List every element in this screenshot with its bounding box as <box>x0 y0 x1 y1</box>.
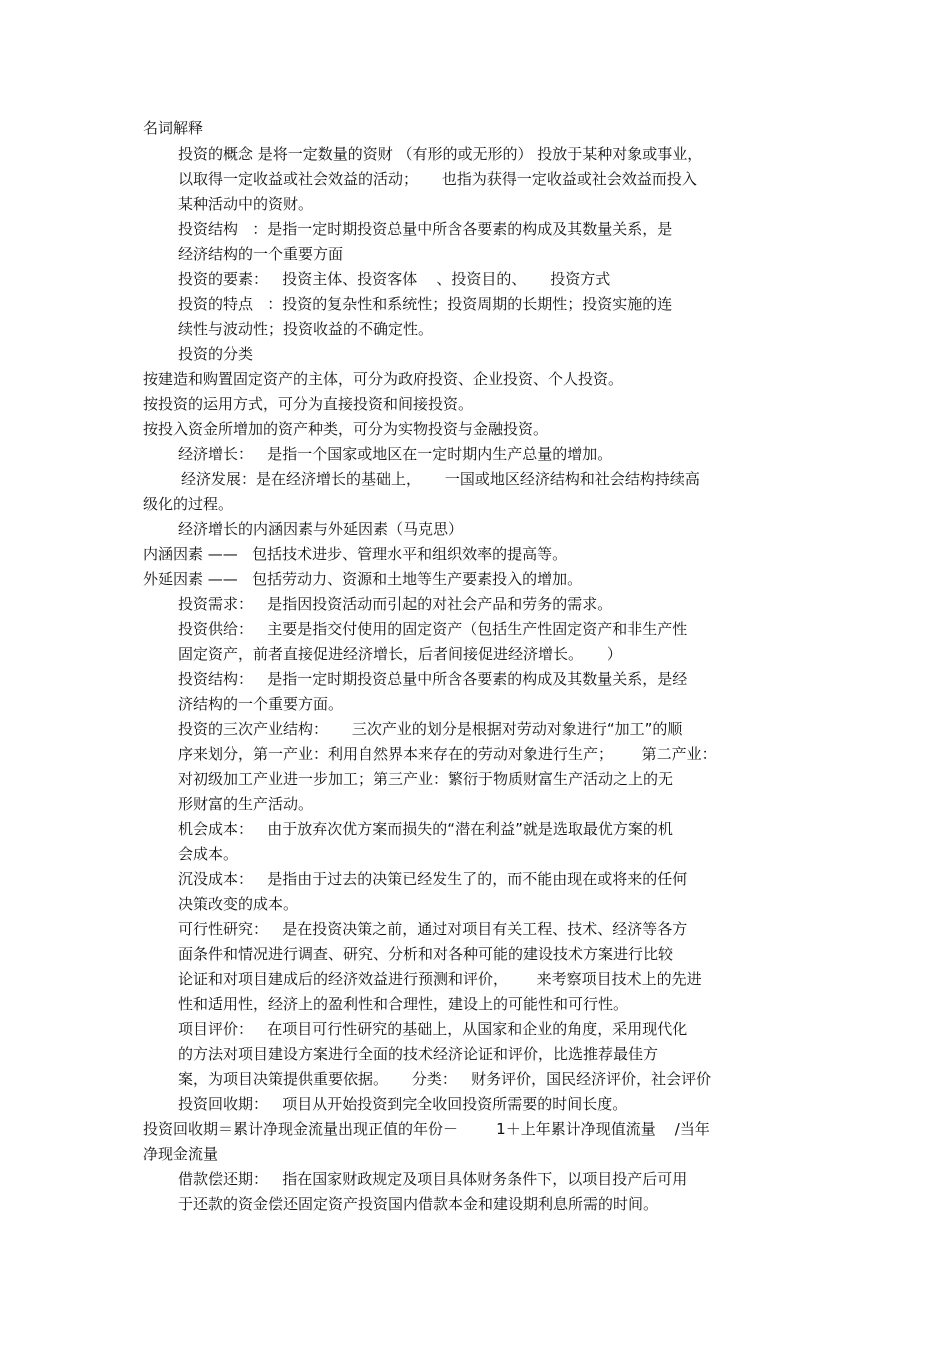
doc-line: 投资回收期： 项目从开始投资到完全收回投资所需要的时间长度。 <box>178 1095 628 1113</box>
doc-line: 经济结构的一个重要方面 <box>178 245 344 263</box>
doc-line: 项目评价： 在项目可行性研究的基础上，从国家和企业的角度，采用现代化 <box>178 1020 688 1038</box>
doc-line: 以取得一定收益或社会效益的活动； 也指为获得一定收益或社会效益而投入 <box>178 170 697 188</box>
doc-line: 净现金流量 <box>143 1145 219 1163</box>
doc-line: 经济增长的内涵因素与外延因素（马克思） <box>178 520 464 538</box>
doc-line: 投资回收期＝累计净现金流量出现正值的年份－ 1＋上年累计净现值流量 /当年 <box>143 1120 710 1138</box>
doc-line: 论证和对项目建成后的经济效益进行预测和评价， 来考察项目技术上的先进 <box>178 970 702 988</box>
doc-line: 按投入资金所增加的资产种类，可分为实物投资与金融投资。 <box>143 420 549 438</box>
doc-line: 案，为项目决策提供重要依据。 分类： 财务评价，国民经济评价，社会评价 <box>178 1070 712 1088</box>
doc-line: 济结构的一个重要方面。 <box>178 695 344 713</box>
doc-line: 投资结构： 是指一定时期投资总量中所含各要素的构成及其数量关系，是经 <box>178 670 688 688</box>
doc-line: 对初级加工产业进一步加工；第三产业：繁衍于物质财富生产活动之上的无 <box>178 770 674 788</box>
doc-line: 某种活动中的资财。 <box>178 195 314 213</box>
doc-line: 投资的分类 <box>178 345 254 363</box>
doc-line: 名词解释 <box>143 119 204 137</box>
doc-line: 决策改变的成本。 <box>178 895 299 913</box>
doc-line: 的方法对项目建设方案进行全面的技术经济论证和评价，比选推荐最佳方 <box>178 1045 659 1063</box>
doc-line: 按建造和购置固定资产的主体，可分为政府投资、企业投资、个人投资。 <box>143 370 624 388</box>
doc-line: 外延因素 —— 包括劳动力、资源和土地等生产要素投入的增加。 <box>143 570 583 588</box>
doc-line: 可行性研究： 是在投资决策之前，通过对项目有关工程、技术、经济等各方 <box>178 920 688 938</box>
doc-line: 投资的概念 是将一定数量的资财 （有形的或无形的） 投放于某种对象或事业， <box>178 145 703 163</box>
doc-line: 会成本。 <box>178 845 239 863</box>
doc-line: 投资需求： 是指因投资活动而引起的对社会产品和劳务的需求。 <box>178 595 613 613</box>
doc-line: 序来划分，第一产业：利用自然界本来存在的劳动对象进行生产； 第二产业： <box>178 745 717 763</box>
doc-line: 投资结构 ：是指一定时期投资总量中所含各要素的构成及其数量关系，是 <box>178 220 673 238</box>
doc-line: 固定资产，前者直接促进经济增长，后者间接促进经济增长。 ） <box>178 645 622 663</box>
doc-line: 投资的要素： 投资主体、投资客体 、投资目的、 投资方式 <box>178 270 611 288</box>
doc-line: 内涵因素 —— 包括技术进步、管理水平和组织效率的提高等。 <box>143 545 568 563</box>
doc-line: 级化的过程。 <box>143 495 234 513</box>
doc-line: 借款偿还期： 指在国家财政规定及项目具体财务条件下，以项目投产后可用 <box>178 1170 688 1188</box>
doc-line: 形财富的生产活动。 <box>178 795 314 813</box>
doc-line: 经济发展：是在经济增长的基础上， 一国或地区经济结构和社会结构持续高 <box>181 470 700 488</box>
doc-line: 投资的特点 ：投资的复杂性和系统性；投资周期的长期性；投资实施的连 <box>178 295 673 313</box>
doc-line: 沉没成本： 是指由于过去的决策已经发生了的，而不能由现在或将来的任何 <box>178 870 688 888</box>
doc-line: 按投资的运用方式，可分为直接投资和间接投资。 <box>143 395 474 413</box>
doc-line: 经济增长： 是指一个国家或地区在一定时期内生产总量的增加。 <box>178 445 613 463</box>
doc-line: 于还款的资金偿还固定资产投资国内借款本金和建设期利息所需的时间。 <box>178 1195 659 1213</box>
doc-line: 面条件和情况进行调查、研究、分析和对各种可能的建设技术方案进行比较 <box>178 945 674 963</box>
doc-line: 续性与波动性；投资收益的不确定性。 <box>178 320 434 338</box>
doc-line: 性和适用性，经济上的盈利性和合理性，建设上的可能性和可行性。 <box>178 995 629 1013</box>
doc-line: 投资供给： 主要是指交付使用的固定资产（包括生产性固定资产和非生产性 <box>178 620 688 638</box>
doc-line: 投资的三次产业结构： 三次产业的划分是根据对劳动对象进行“加工”的顺 <box>178 720 683 738</box>
doc-line: 机会成本： 由于放弃次优方案而损失的“潜在利益”就是选取最优方案的机 <box>178 820 673 838</box>
